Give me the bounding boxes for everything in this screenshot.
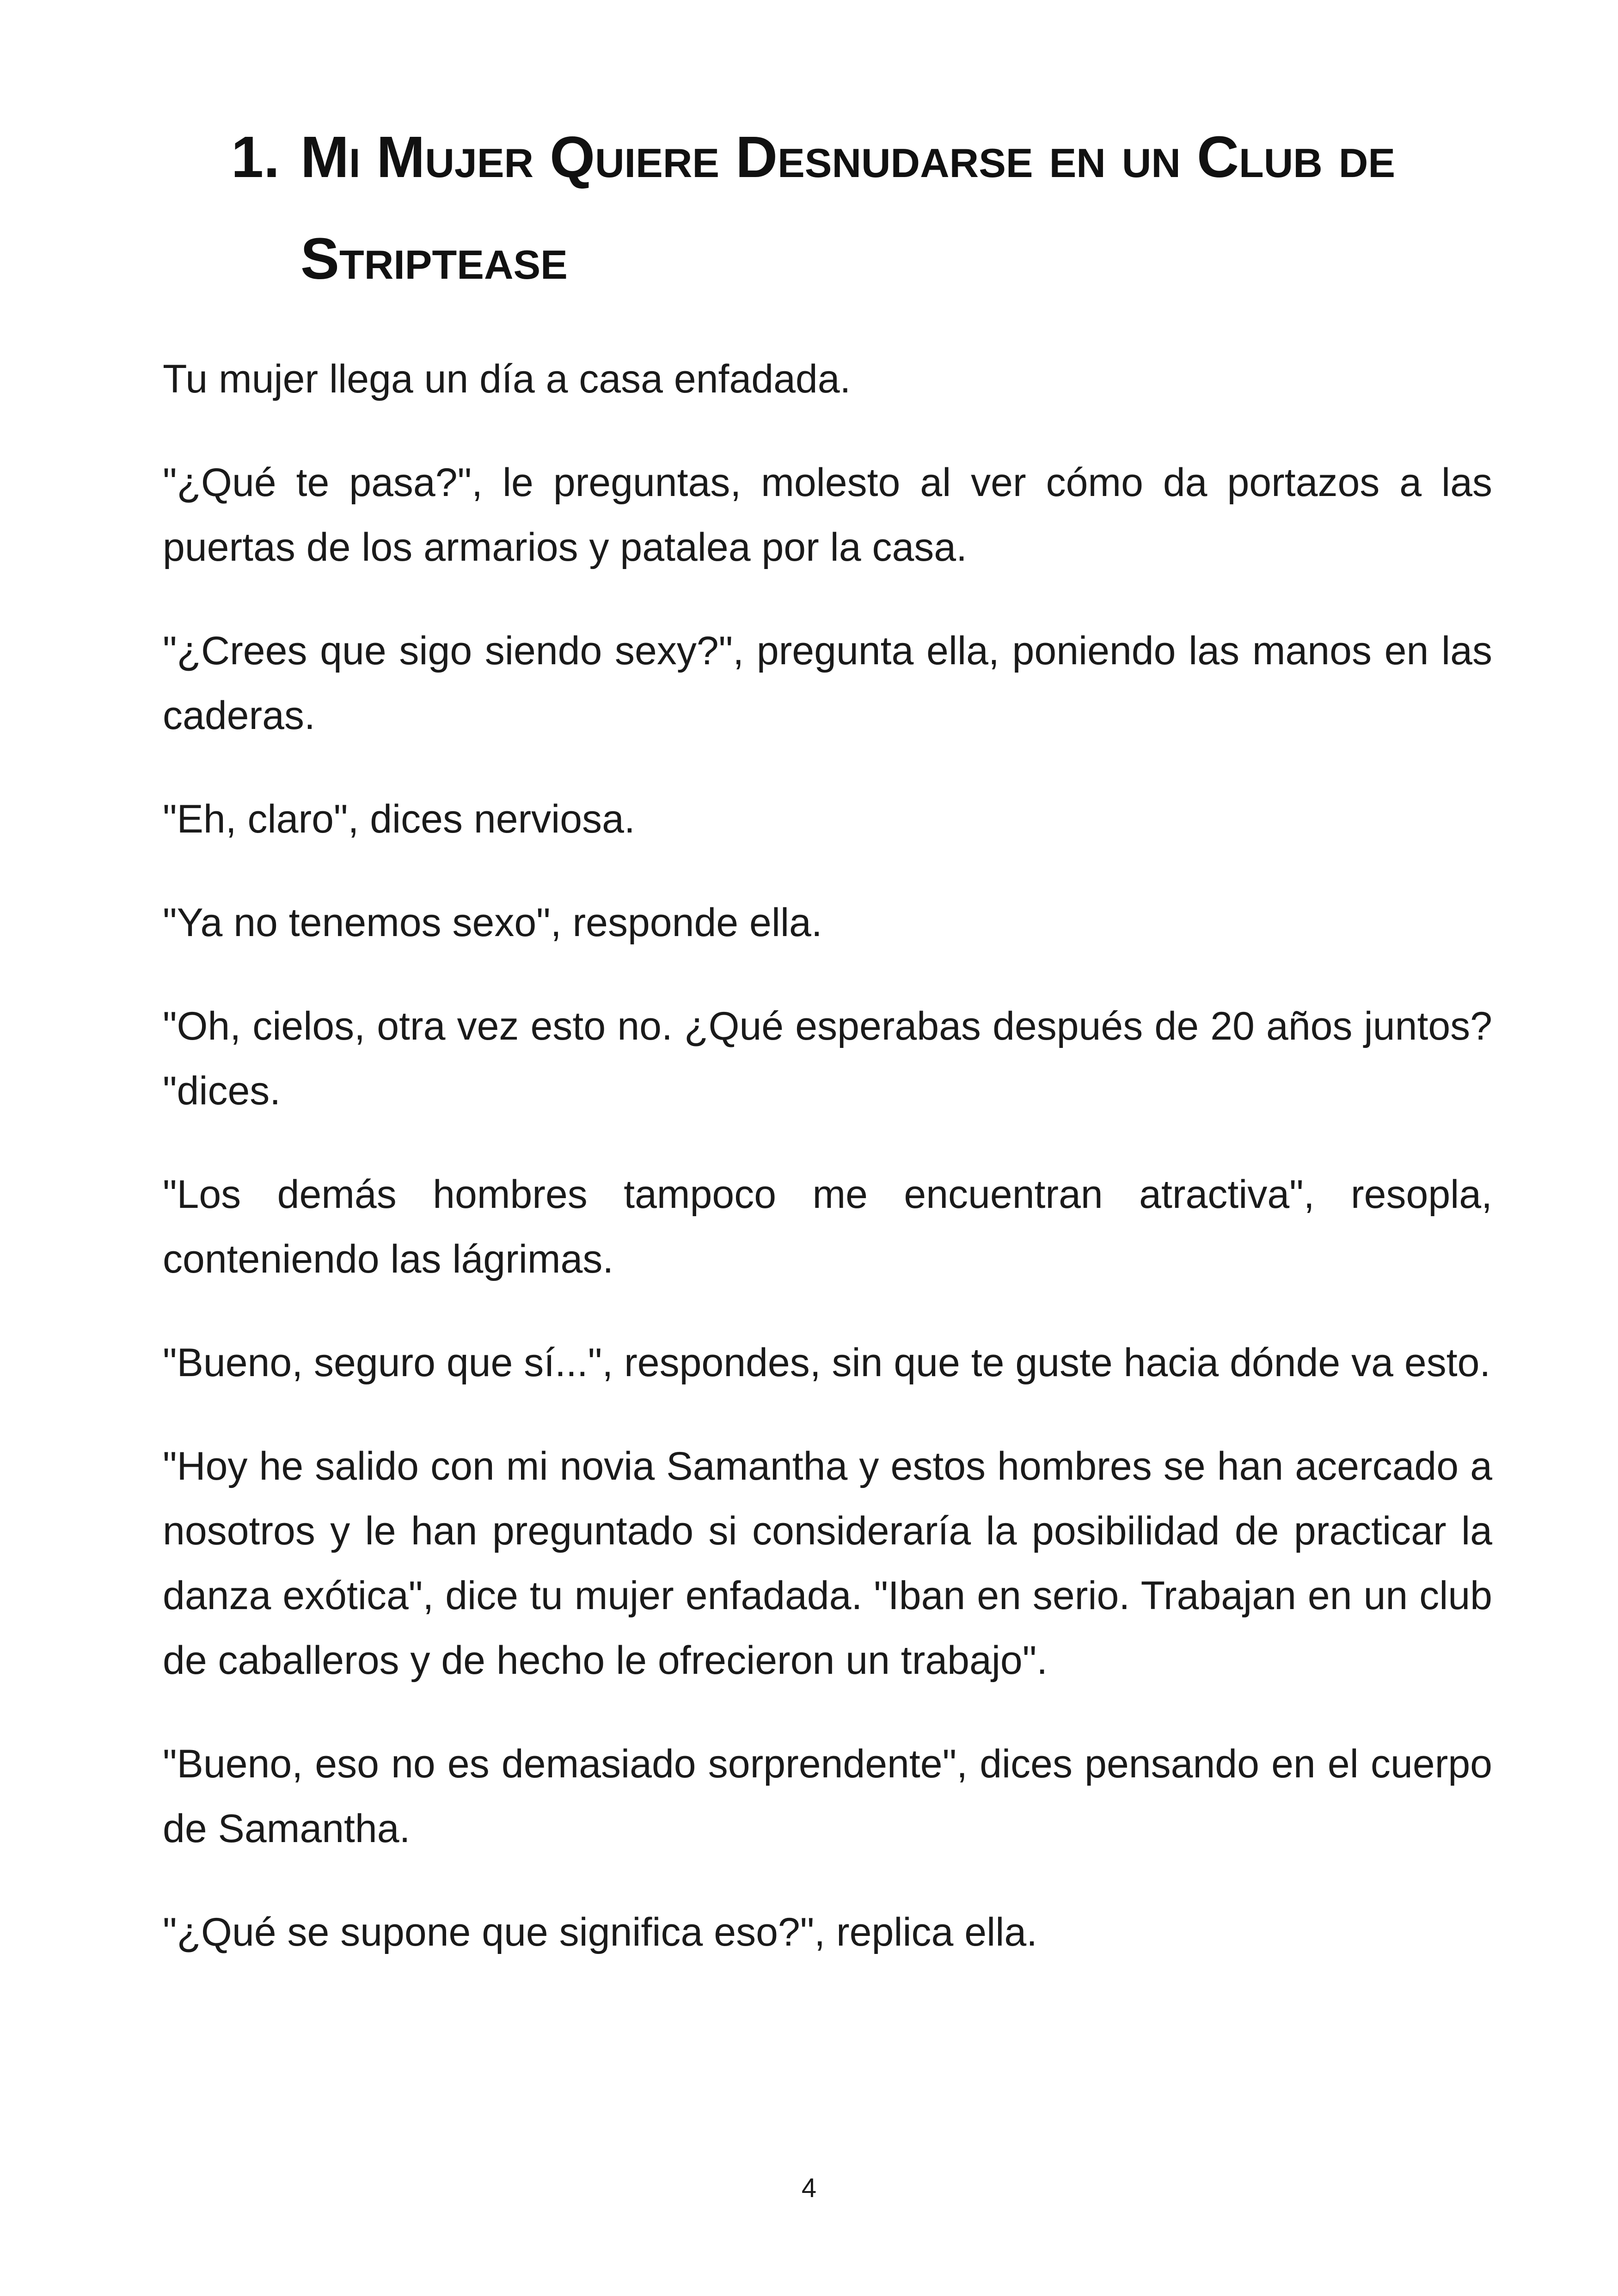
paragraph: "Bueno, eso no es demasiado sorprendente", dices pensando en el cuerpo de Samantha.: [163, 1742, 1492, 1851]
paragraph: "Bueno, seguro que sí...", respondes, sin que te guste hacia dónde va esto.: [163, 1341, 1491, 1385]
paragraph: "Los demás hombres tampoco me encuentran atractiva", resopla, conteniendo las lágrimas.: [163, 1172, 1492, 1281]
chapter-heading: [231, 106, 1507, 310]
paragraph: "¿Crees que sigo siendo sexy?", pregunta ella, poniendo las manos en las caderas.: [163, 629, 1492, 738]
paragraph: "Ya no tenemos sexo", responde ella.: [163, 900, 822, 945]
paragraph: "Hoy he salido con mi novia Samantha y estos hombres se han acercado a nosotros y le han preguntado si consideraría la posibilidad de practicar la danza exótica", dice tu mujer enfadada. "Iban en serio. Trabajan en un club de caballeros y de hecho le ofrecieron un trabajo".: [163, 1444, 1492, 1683]
body-text: [163, 347, 1492, 2003]
chapter-title-line2: Striptease: [300, 226, 568, 291]
paragraph: "Eh, claro", dices nerviosa.: [163, 797, 635, 841]
paragraph: "¿Qué te pasa?", le preguntas, molesto al ver cómo da portazos a las puertas de los armarios y patalea por la casa.: [163, 460, 1492, 569]
page-number: 4: [801, 2173, 817, 2203]
chapter-title-line1: Mi Mujer Quiere Desnudarse en un Club de: [300, 124, 1396, 190]
chapter-number: 1.: [231, 124, 280, 190]
paragraph: Tu mujer llega un día a casa enfadada.: [163, 357, 851, 401]
paragraph: "Oh, cielos, otra vez esto no. ¿Qué esperabas después de 20 años juntos? "dices.: [163, 1004, 1492, 1113]
paragraph: "¿Qué se supone que significa eso?", replica ella.: [163, 1910, 1038, 1954]
